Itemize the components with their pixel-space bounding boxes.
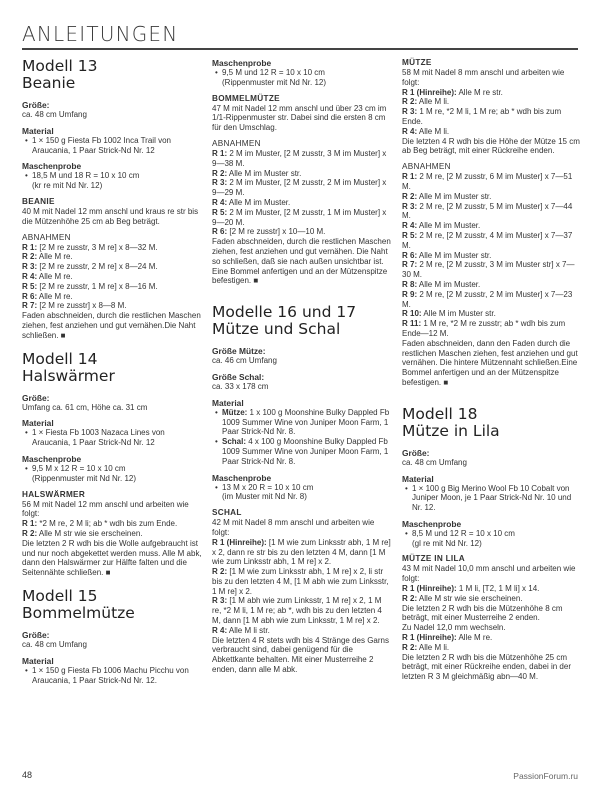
row-instruction: R 1 (Hinreihe): Alle M re str. <box>402 87 503 97</box>
row-instruction: R 2: [1 M wie zum Linksstr abh, 1 M re] x 2, li str bis zu den letzten 4 M, [1 M abh wie zum Linksstr, 1 M re] x 2. <box>212 567 389 596</box>
material-label: Material <box>22 655 54 666</box>
row-instruction: R 3: 1 M re, *2 M li, 1 M re; ab * wdh bis zum Ende. <box>402 107 562 126</box>
row-instruction: R 3: 2 M re, [2 M zusstr, 5 M im Muster] x 7—44 M. <box>402 201 573 221</box>
modell-13-heading <box>22 58 202 92</box>
instruction-text: Zu Nadel 12,0 mm wechseln. <box>402 623 506 633</box>
watermark: PassionForum.ru <box>513 771 578 781</box>
size-value: ca. 48 cm Umfang <box>22 110 87 119</box>
instruction-text: 56 M mit Nadel 12 mm anschl und arbeiten wie folgt: <box>22 499 189 519</box>
row-instruction: R 4: Alle M li. <box>402 126 450 136</box>
abnahmen-heading: ABNAHMEN <box>22 232 71 242</box>
gauge-note: (gl re mit Nd Nr. 12) <box>412 538 482 548</box>
row-instruction: R 1: *2 M re, 2 M li; ab * wdh bis zum Ende. <box>22 519 178 529</box>
material-item: • Mütze: 1 x 100 g Moonshine Bulky Dappled Fb 1009 Summer Wine von Juniper Moon Farm, 1 Paar Strick-Nd Nr. 8. <box>212 408 392 437</box>
modell-number: Modell 14 <box>22 349 98 368</box>
modell-number: Modell 18 <box>402 404 478 423</box>
modelle-16-17-heading <box>212 304 392 338</box>
section-heading: HALSWÄRMER <box>22 489 86 499</box>
finishing-text: Faden abschneiden, dann den Faden durch die restlichen Maschen ziehen, fest anziehen und gut vernähen. Die hintere Mützennaht schließen.Eine Bommel anfertigen und an der Mützenspitze befestigen. ■ <box>402 338 578 387</box>
size-label: Größe: <box>22 629 50 640</box>
row-instruction: R 4: Alle M re. <box>22 271 73 281</box>
finishing-text: Die letzten 2 R wdh bis die Mützenhöhe 25 cm beträgt, mit einer Rückreihe enden, dabei in der letzten R 3 M gleichmäßig abn—40 M. <box>402 652 571 682</box>
gauge-note: (im Muster mit Nd Nr. 8) <box>222 492 307 502</box>
size-label: Größe: <box>22 100 50 110</box>
size-value: ca. 48 cm Umfang <box>22 639 87 649</box>
page-number: 48 <box>22 770 33 780</box>
row-instruction: R 5: [2 M re zusstr, 1 M re] x 8—16 M. <box>22 281 158 291</box>
row-instruction: R 4: Alle M li str. <box>212 625 270 635</box>
gauge-label: Maschenprobe <box>212 472 272 483</box>
column-2 <box>212 58 392 675</box>
row-instruction: R 1: 2 M re, [2 M zusstr, 6 M im Muster] x 7—51 M. <box>402 172 573 191</box>
material-item: • 1 × Fiesta Fb 1003 Nazaca Lines von Araucania, 1 Paar Strick-Nd Nr. 12 <box>22 428 202 448</box>
row-instruction: R 4: Alle M im Muster. <box>212 197 291 207</box>
row-instruction: R 2: Alle M im Muster str. <box>212 168 302 178</box>
size-label: Größe: <box>402 447 430 458</box>
gauge-item: • 18,5 M und 18 R = 10 x 10 cm <box>22 171 202 181</box>
modell-name: Bommelmütze <box>22 603 135 622</box>
row-instruction: R 1: [2 M re zusstr, 3 M re] x 8—32 M. <box>22 242 158 252</box>
finishing-text: Faden abschneiden, durch die restlichen Maschen ziehen, fest anziehen und gut vernähen.Die Naht schließen. ■ <box>22 311 201 340</box>
modell-name: Halswärmer <box>22 366 115 385</box>
row-instruction: R 7: [2 M re zusstr] x 8—8 M. <box>22 301 127 311</box>
gauge-note: (kr re mit Nd Nr. 12) <box>32 181 103 191</box>
row-instruction: R 2: Alle M im Muster str. <box>402 191 492 201</box>
instruction-text: 40 M mit Nadel 12 mm anschl und kraus re str bis die Mützenhöhe 25 cm ab Beg beträgt. <box>22 206 199 226</box>
modell-15-heading <box>22 588 202 622</box>
material-item: • Schal: 4 x 100 g Moonshine Bulky Dappled Fb 1009 Summer Wine von Juniper Moon Farm, 1 Paar Strick-Nd Nr. 8. <box>212 437 392 466</box>
finishing-text: Faden abschneiden, durch die restlichen Maschen ziehen, fest anziehen und gut vernähen. Die Naht so schließen, daß sie nach außen unsichtbar ist. Eine Bommel anfertigen und an der Mützenspitze befestigen. ■ <box>212 237 391 286</box>
modell-14-heading <box>22 351 202 385</box>
row-instruction: R 3: 2 M im Muster, [2 M zusstr, 2 M im Muster] x 9—29 M. <box>212 178 387 198</box>
finishing-text: Die letzten 4 R stets wdh bis 4 Stränge des Garns verbraucht sind, dabei genügend für die Abkettkante behalten. Mit einer Musterreihe 2 enden, dann alle M abk. <box>212 635 389 675</box>
row-instruction: R 9: 2 M re, [2 M zusstr, 2 M im Muster] x 7—23 M. <box>402 289 573 309</box>
page-header <box>22 22 578 50</box>
gauge-item: • 13 M x 20 R = 10 x 10 cm <box>212 483 392 493</box>
row-instruction: R 1 (Hinreihe): 1 M li, [T2, 1 M li] x 14. <box>402 584 540 594</box>
modell-name: Mütze und Schal <box>212 320 341 339</box>
row-instruction: R 5: 2 M re, [2 M zusstr, 4 M im Muster] x 7—37 M. <box>402 230 573 250</box>
row-instruction: R 2: Alle M re. <box>22 252 73 262</box>
size-value: ca. 48 cm Umfang <box>402 457 467 467</box>
size-value: ca. 46 cm Umfang <box>212 356 277 366</box>
section-heading: MÜTZE <box>402 58 432 67</box>
size-label: Größe Mütze: <box>212 346 266 357</box>
material-label: Material <box>22 125 54 136</box>
section-heading: SCHAL <box>212 508 242 518</box>
row-instruction: R 2: Alle M str wie sie erscheinen. <box>402 593 523 603</box>
row-instruction: R 1 (Hinreihe): [1 M wie zum Linksstr abh, 1 M re] x 2, dann re str bis zu den letzten 4 M, dann [1 M wie zum Linksstr abh, 1 M re] x 2. <box>212 537 391 567</box>
row-instruction: R 7: 2 M re, [2 M zusstr, 3 M im Muster str] x 7—30 M. <box>402 260 575 280</box>
instruction-text: 58 M mit Nadel 8 mm anschl und arbeiten wie folgt: <box>402 68 565 87</box>
material-label: Material <box>22 418 54 429</box>
modell-number: Modell 15 <box>22 586 98 605</box>
gauge-label: Maschenprobe <box>22 161 82 172</box>
row-instruction: R 6: Alle M re. <box>22 291 73 301</box>
column-1 <box>22 58 202 685</box>
material-item: • 1 × 100 g Big Merino Wool Fb 10 Cobalt von Juniper Moon, je 1 Paar Strick-Nd Nr. 10 und Nr. 12. <box>402 484 580 513</box>
row-instruction: R 1: 2 M im Muster, [2 M zusstr, 3 M im Muster] x 9—38 M. <box>212 148 387 168</box>
row-instruction: R 8: Alle M im Muster. <box>402 279 481 289</box>
row-instruction: R 10: Alle M im Muster str. <box>402 309 496 319</box>
size-value: ca. 33 x 178 cm <box>212 381 269 391</box>
row-instruction: R 2: Alle M str wie sie erscheinen. <box>22 528 143 538</box>
finishing-text: Die letzten 2 R wdh bis die Wolle aufgebraucht ist und nur noch abgekettet werden muss. Alle M abk, dann den Halswärmer zur Hälfte falten und die Seitennähte schließen. ■ <box>22 538 202 578</box>
row-instruction: R 6: Alle M im Muster str. <box>402 250 492 260</box>
instruction-text: 47 M mit Nadel 12 mm anschl und über 23 cm im 1/1-Rippenmuster str. Dabei sind die ersten 8 cm für den Umschlag. <box>212 103 387 133</box>
row-instruction: R 3: [2 M re zusstr, 2 M re] x 8—24 M. <box>22 262 158 272</box>
gauge-item: • 8,5 M und 12 R = 10 x 10 cm <box>402 529 580 539</box>
modell-name: Beanie <box>22 74 76 92</box>
row-instruction: R 6: [2 M re zusstr] x 10—10 M. <box>212 227 326 237</box>
gauge-item: • 9,5 M und 12 R = 10 x 10 cm <box>212 68 392 78</box>
row-instruction: R 2: Alle M li. <box>402 97 450 107</box>
gauge-note: (Rippenmuster mit Nd Nr. 12) <box>222 77 327 87</box>
gauge-label: Maschenprobe <box>212 58 272 68</box>
gauge-label: Maschenprobe <box>402 518 462 529</box>
gauge-note: (Rippenmuster mit Nd Nr. 12) <box>32 473 137 483</box>
row-instruction: R 1 (Hinreihe): Alle M re. <box>402 633 493 643</box>
section-title: ANLEITUNGEN <box>22 22 179 46</box>
material-label: Material <box>212 397 244 408</box>
material-item: • 1 × 150 g Fiesta Fb 1006 Machu Picchu von Araucania, 1 Paar Strick-Nd Nr. 12. <box>22 666 202 686</box>
abnahmen-heading: ABNAHMEN <box>402 162 451 172</box>
section-heading: BOMMELMÜTZE <box>212 93 280 103</box>
modell-number: Modell 13 <box>22 57 98 75</box>
modell-number: Modelle 16 und 17 <box>212 303 357 322</box>
column-3 <box>402 58 580 682</box>
instruction-text: 43 M mit Nadel 10,0 mm anschl und arbeiten wie folgt: <box>402 564 576 584</box>
size-label: Größe Schal: <box>212 371 265 382</box>
instruction-text: Die letzten 2 R wdh bis die Mützenhöhe 8 cm beträgt, mit einer Musterreihe 2 enden. <box>402 603 563 623</box>
header-rule <box>22 48 578 50</box>
instruction-text: 42 M mit Nadel 8 mm anschl und arbeiten wie folgt: <box>212 518 375 537</box>
modell-18-heading <box>402 406 580 440</box>
row-instruction: R 2: Alle M li. <box>402 642 450 652</box>
modell-name: Mütze in Lila <box>402 421 500 440</box>
gauge-label: Maschenprobe <box>22 453 82 464</box>
size-label: Größe: <box>22 392 50 403</box>
material-item: • 1 × 150 g Fiesta Fb 1002 Inca Trail von Araucania, 1 Paar Strick-Nd Nr. 12 <box>22 136 202 156</box>
row-instruction: R 11: 1 M re, *2 M re zusstr; ab * wdh bis zum Ende—12 M. <box>402 319 566 338</box>
section-heading: BEANIE <box>22 196 55 206</box>
row-instruction: R 4: Alle M im Muster. <box>402 221 481 231</box>
gauge-item: • 9,5 M x 12 R = 10 x 10 cm <box>22 464 202 474</box>
row-instruction: R 5: 2 M im Muster, [2 M zusstr, 1 M im Muster] x 9—20 M. <box>212 207 387 227</box>
material-label: Material <box>402 473 434 484</box>
row-instruction: R 3: [1 M abh wie zum Linksstr, 1 M re] x 2, 1 M re, *2 M li, 1 M re; ab *, wdh bis zu den letzten 4 M, dann [1 M abh wie zum Linksstr, 1 M re] x 2. <box>212 596 382 626</box>
abnahmen-heading: ABNAHMEN <box>212 138 261 148</box>
instruction-text: Die letzten 4 R wdh bis die Höhe der Mütze 15 cm ab Beg beträgt, mit einer Rückreihe enden. <box>402 136 580 156</box>
section-heading: MÜTZE IN LILA <box>402 554 466 564</box>
size-value: Umfang ca. 61 cm, Höhe ca. 31 cm <box>22 402 148 412</box>
